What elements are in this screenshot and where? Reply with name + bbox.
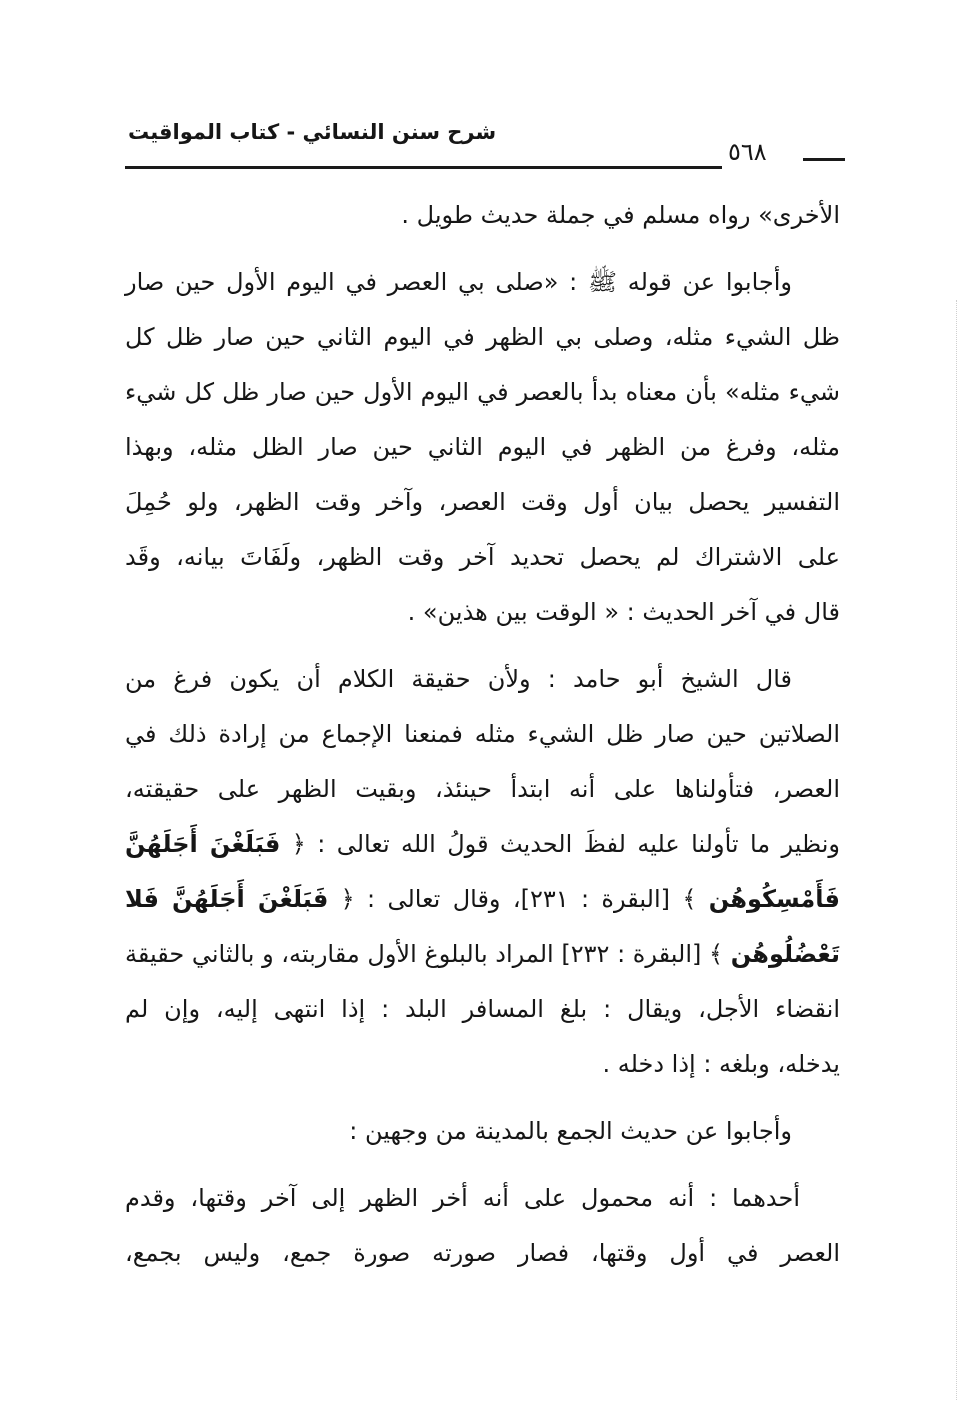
text-line	[125, 652, 840, 707]
running-title: شرح سنن النسائي - كتاب المواقيت	[128, 120, 497, 144]
line-text: التفسير يحصل بيان أول وقت العصر، وآخر وقت الظهر، ولو حُمِلَ	[125, 488, 840, 516]
text-line	[125, 188, 840, 243]
text-line	[125, 255, 840, 310]
line-text: العصر في أول وقتها، فصار صورته صورة جمع، وليس بجمع،	[125, 1239, 840, 1267]
quran-verse-text: فَبَلَغْنَ أَجَلَهُنَّ فَلا	[125, 885, 329, 913]
quran-verse-text: تَعْضُلُوهُن	[730, 940, 840, 968]
line-text: العصر، فتأولناها على أنه ابتدأ حينئذ، وبقيت الظهر على حقيقته،	[125, 775, 840, 803]
line-text: وأجابوا عن حديث الجمع بالمدينة من وجهين :	[349, 1117, 792, 1145]
line-text: ونظير ما تأولنا عليه لفظَ الحديث قولُ الله تعالى : ﴿	[280, 830, 840, 858]
line-text: على الاشتراك لم يحصل تحديد آخر وقت الظهر، ولَفَاتَ بيانه، وقَد	[125, 543, 840, 571]
text-line	[125, 1171, 840, 1226]
line-text: قال في آخر الحديث : « الوقت بين هذين» .	[407, 598, 840, 626]
page-number: ٥٦٨	[728, 138, 767, 166]
line-text: يدخله، وبلغه : إذا دخله .	[602, 1050, 840, 1078]
paragraph	[125, 1171, 840, 1281]
line-text: شيء مثله» بأن معناه بدأ بالعصر في اليوم الأول حين صار ظل كل شيء	[125, 378, 840, 406]
text-line	[125, 420, 840, 475]
line-text: قال الشيخ أبو حامد : ولأن حقيقة الكلام أن يكون فرغ من	[125, 665, 792, 693]
text-line	[125, 365, 840, 420]
paragraph	[125, 255, 840, 640]
line-text: ﴾ [البقرة : ٢٣١]، وقال تعالى : ﴿	[328, 885, 709, 913]
quran-verse-text: فَأَمْسِكُوهُن	[708, 885, 840, 913]
line-text: الصلاتين حين صار ظل الشيء مثله فمنعنا الإجماع من إرادة ذلك في	[125, 720, 840, 748]
text-line	[125, 817, 840, 872]
line-text: الأخرى» رواه مسلم في جملة حديث طويل .	[401, 201, 840, 229]
scan-edge-artifact	[956, 300, 957, 1400]
text-line	[125, 1104, 840, 1159]
line-text: أحدهما : أنه محمول على أنه أخر الظهر إلى آخر وقتها، وقدم	[125, 1184, 800, 1212]
line-text: ﴾ [البقرة : ٢٣٢] المراد بالبلوغ الأول مقاربته، و بالثاني حقيقة	[125, 940, 731, 968]
header-rule-short	[803, 158, 845, 161]
text-line	[125, 1226, 840, 1281]
header-rule	[125, 166, 722, 169]
text-line	[125, 872, 840, 927]
text-line	[125, 1037, 840, 1092]
line-text: ظل الشيء مثله، وصلى بي الظهر في اليوم الثاني حين صار ظل كل	[125, 323, 840, 351]
quran-verse-text: فَبَلَغْنَ أَجَلَهُنَّ	[125, 830, 281, 858]
line-text: انقضاء الأجل، ويقال : بلغ المسافر البلد : إذا انتهى إليه، وإن لم	[125, 995, 840, 1023]
text-line	[125, 310, 840, 365]
line-text: مثله، وفرغ من الظهر في اليوم الثاني حين صار الظل مثله، وبهذا	[125, 433, 840, 461]
text-line	[125, 585, 840, 640]
text-line	[125, 762, 840, 817]
body-text	[125, 188, 840, 1281]
paragraph	[125, 1104, 840, 1159]
text-line	[125, 707, 840, 762]
paragraph	[125, 188, 840, 243]
text-line	[125, 927, 840, 982]
paragraph	[125, 652, 840, 1092]
line-text: وأجابوا عن قوله ﷺ : «صلى بي العصر في اليوم الأول حين صار	[125, 268, 792, 296]
text-line	[125, 982, 840, 1037]
text-line	[125, 530, 840, 585]
text-line	[125, 475, 840, 530]
